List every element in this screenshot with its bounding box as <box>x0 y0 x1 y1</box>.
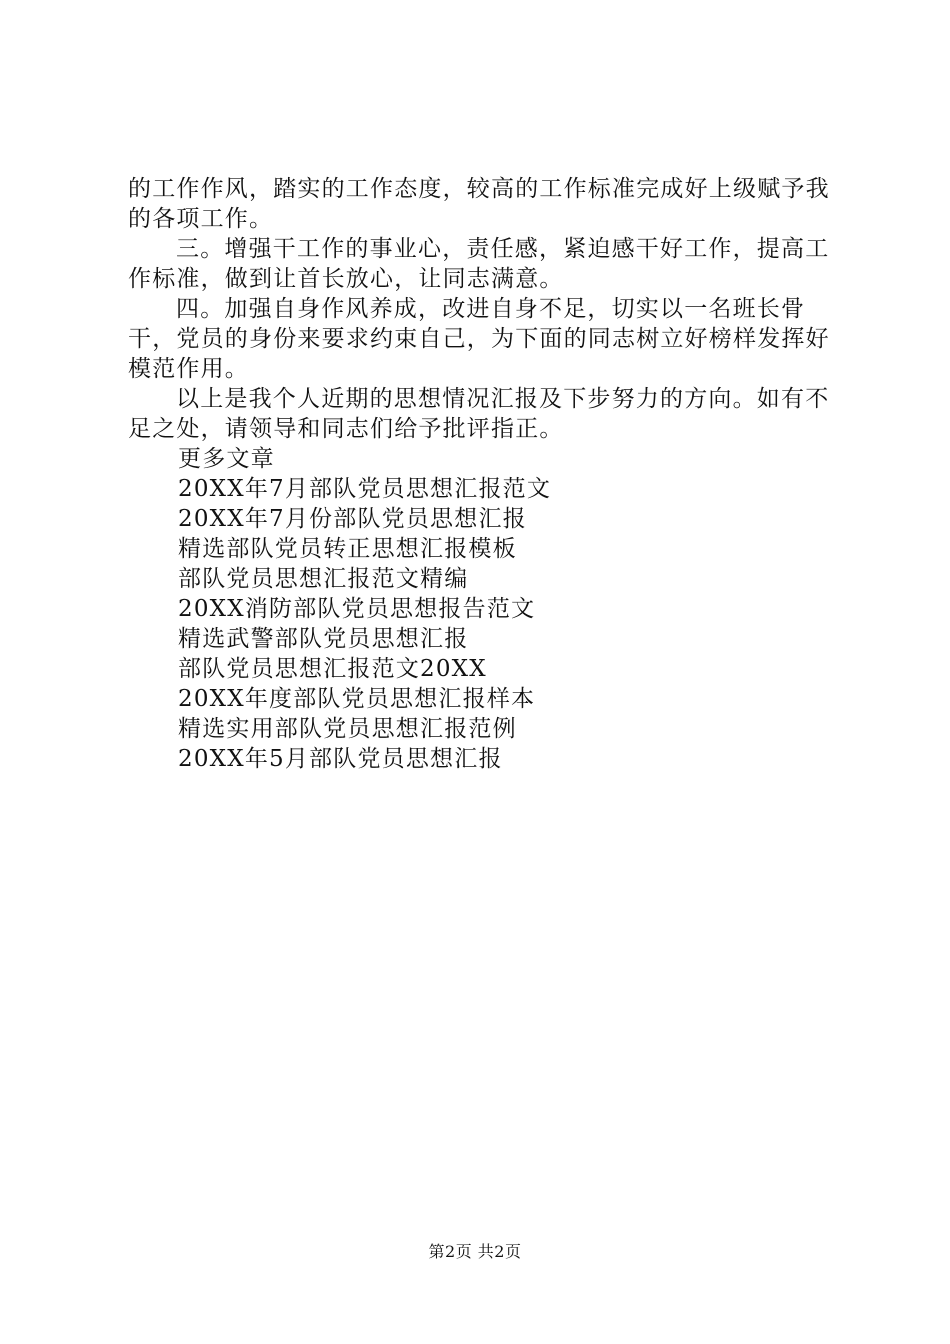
article-link[interactable]: 20XX年5月部队党员思想汇报 <box>178 746 503 772</box>
article-link[interactable]: 精选部队党员转正思想汇报模板 <box>178 536 517 562</box>
paragraph-continuation: 的工作作风，踏实的工作态度，较高的工作标准完成好上级赋予我的各项工作。 <box>128 176 830 232</box>
article-link[interactable]: 20XX消防部队党员思想报告范文 <box>178 596 536 622</box>
paragraph-conclusion: 以上是我个人近期的思想情况汇报及下步努力的方向。如有不足之处，请领导和同志们给予批评指正。 <box>128 386 830 442</box>
article-link[interactable]: 20XX年7月份部队党员思想汇报 <box>178 506 527 532</box>
article-link[interactable]: 20XX年度部队党员思想汇报样本 <box>178 686 536 712</box>
more-articles-list <box>128 474 838 774</box>
document-body <box>128 174 838 774</box>
paragraph-point-three: 三。增强干工作的事业心，责任感，紧迫感干好工作，提高工作标准，做到让首长放心，让同志满意。 <box>128 236 830 292</box>
paragraph-point-four: 四。加强自身作风养成，改进自身不足，切实以一名班长骨干，党员的身份来要求约束自己，为下面的同志树立好榜样发挥好模范作用。 <box>128 296 830 382</box>
article-link[interactable]: 部队党员思想汇报范文20XX <box>178 656 487 682</box>
more-articles-heading: 更多文章 <box>178 446 275 472</box>
page-footer: 第2页 共2页 <box>428 1242 522 1261</box>
article-link[interactable]: 精选武警部队党员思想汇报 <box>178 626 469 652</box>
article-link[interactable]: 20XX年7月部队党员思想汇报范文 <box>178 476 552 502</box>
article-link[interactable]: 部队党员思想汇报范文精编 <box>178 566 469 592</box>
article-link[interactable]: 精选实用部队党员思想汇报范例 <box>178 716 517 742</box>
